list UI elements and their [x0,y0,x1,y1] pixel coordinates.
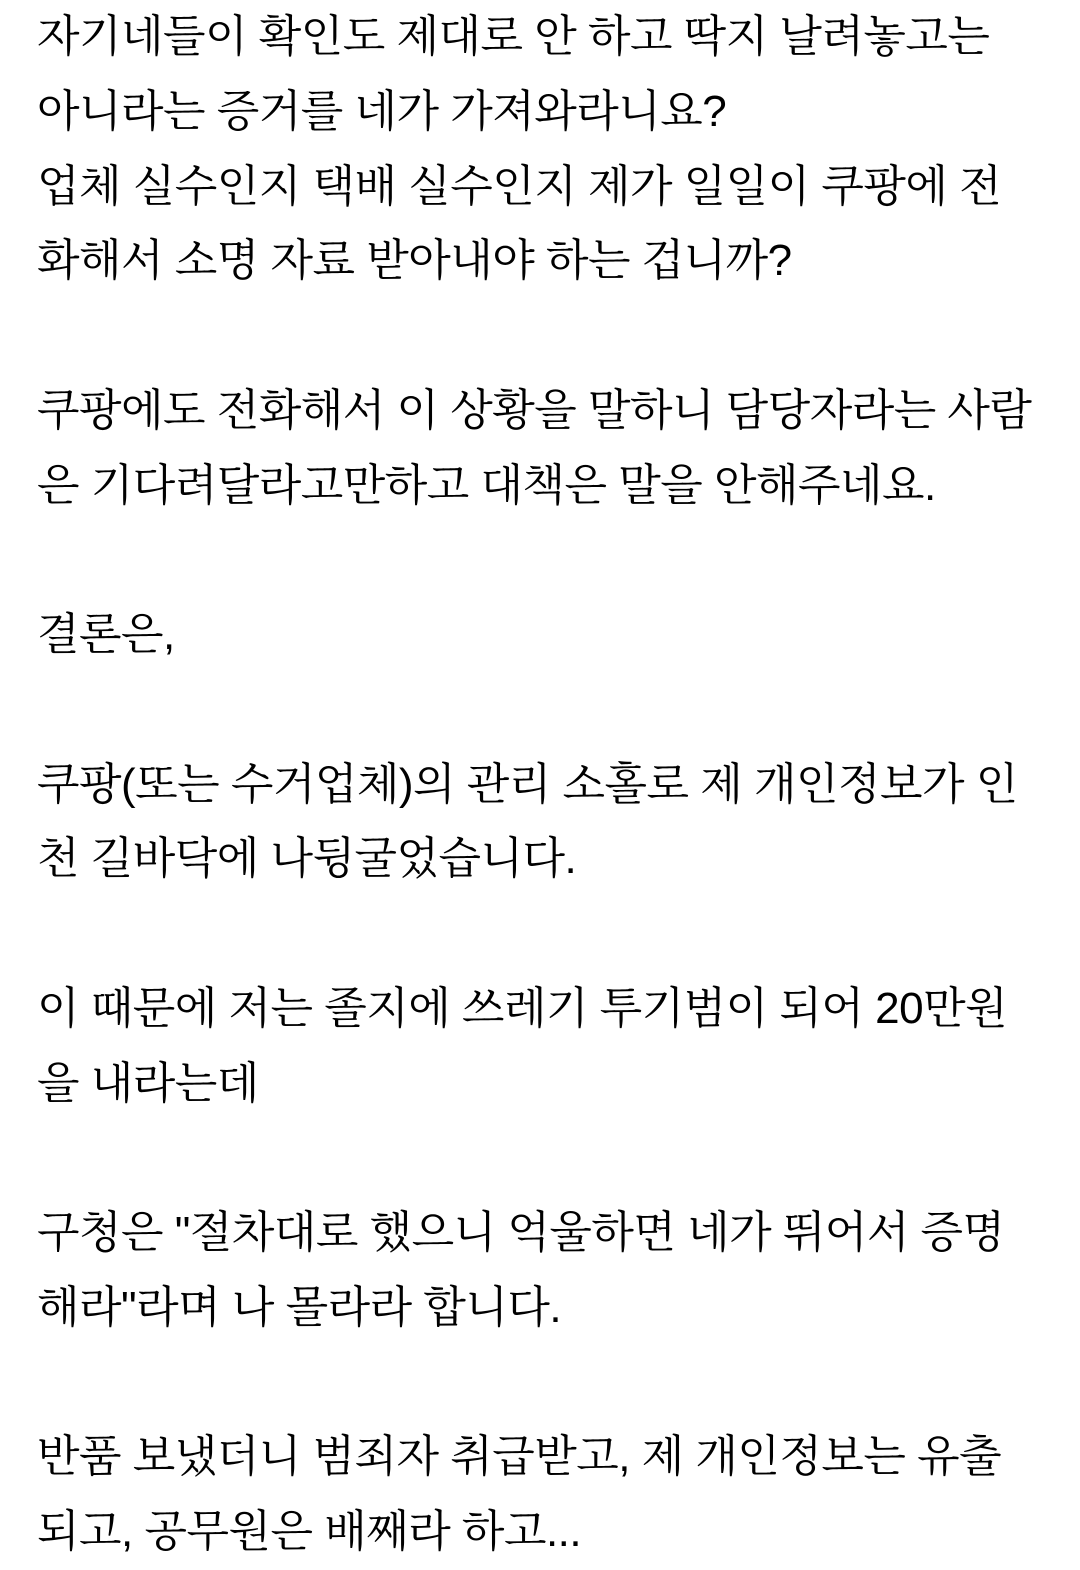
paragraph-district-office: 구청은 "절차대로 했으니 억울하면 네가 뛰어서 증명해라"라며 나 몰라라 합니다. [37,1208,1005,1332]
paragraph-summary: 반품 보냈더니 범죄자 취급받고, 제 개인정보는 유출되고, 공무원은 배째라 하고... [37,1432,1002,1556]
paragraph-fine-200k: 이 때문에 저는 졸지에 쓰레기 투기범이 되어 20만원을 내라는데 [37,983,1008,1108]
paragraph-conclusion-label: 결론은, [37,610,175,659]
paragraph-who-is-at-fault: 업체 실수인지 택배 실수인지 제가 일일이 쿠팡에 전화해서 소명 자료 받아내야 하는 겁니까? [37,161,1002,286]
paragraph-coupang-call: 쿠팡에도 전화해서 이 상황을 말하니 담당자라는 사람은 기다려달라고만하고 대책은 말을 안해주네요. [37,385,1032,510]
paragraph-privacy-leak: 쿠팡(또는 수거업체)의 관리 소홀로 제 개인정보가 인천 길바닥에 나뒹굴었습니다. [37,759,1018,884]
paragraph-complaint-sticker: 자기네들이 확인도 제대로 안 하고 딱지 날려놓고는 아니라는 증거를 네가 가져와라니요? [37,12,990,136]
